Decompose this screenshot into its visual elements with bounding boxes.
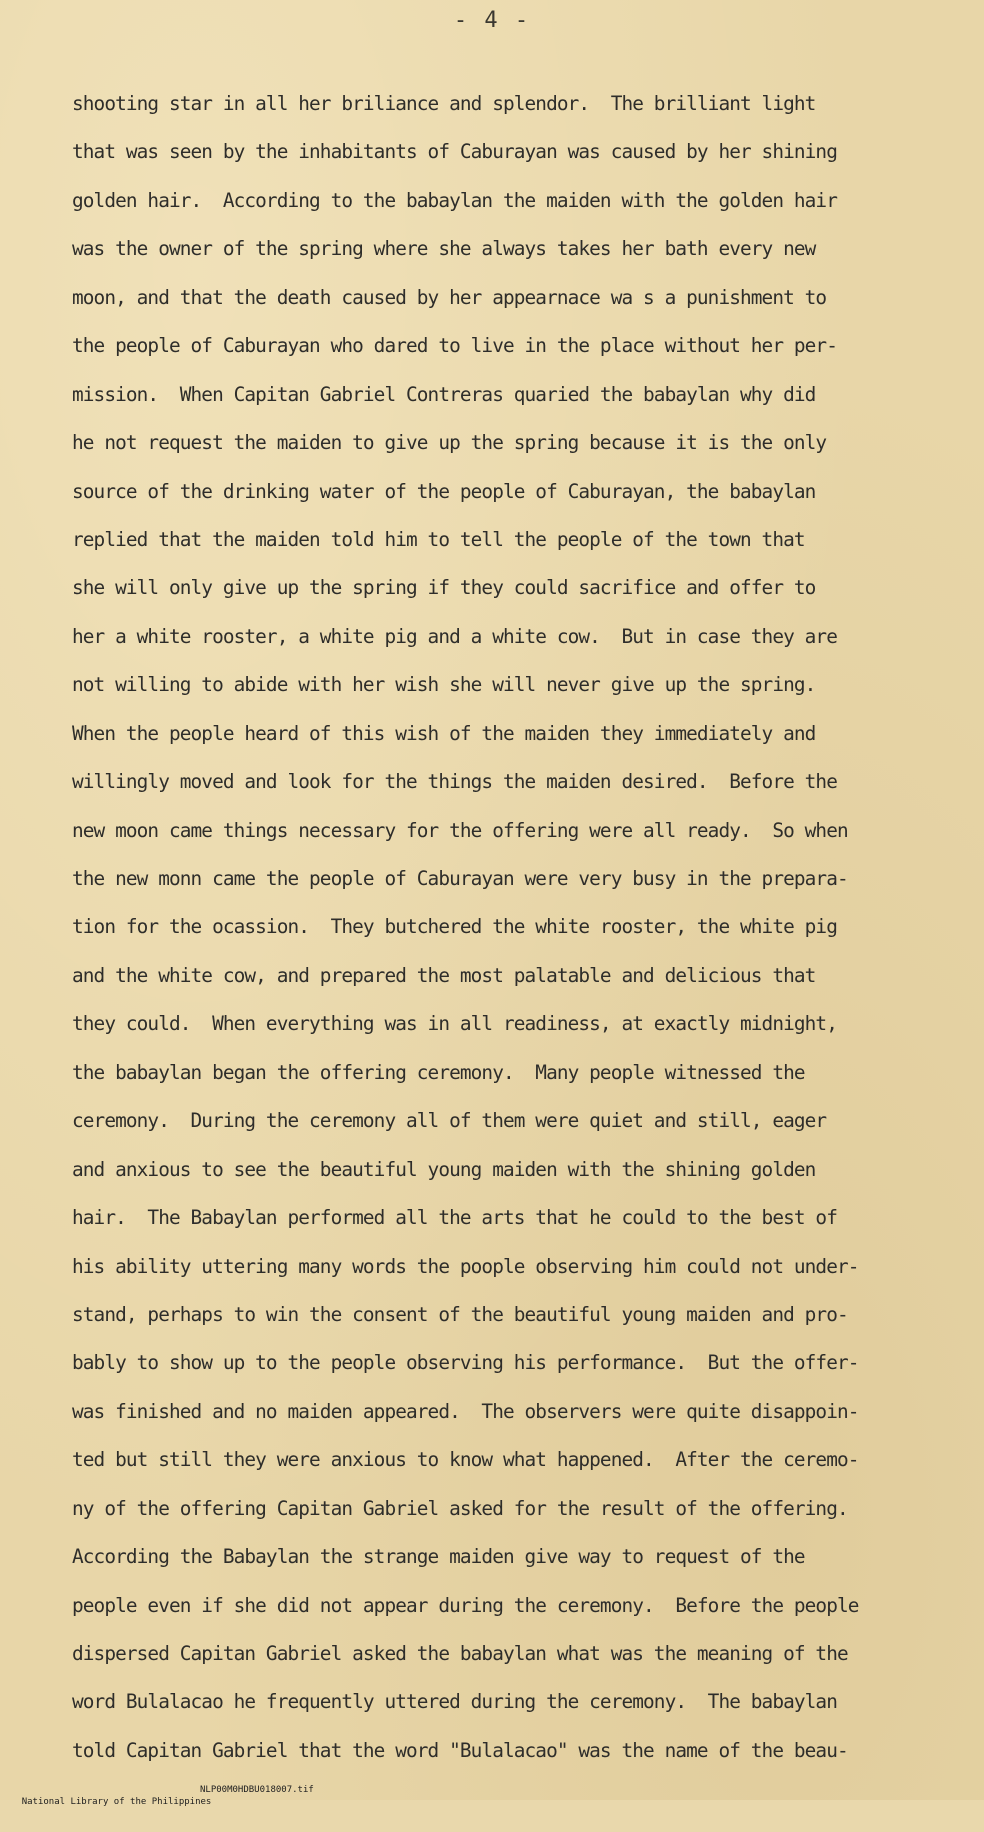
text-line: ny of the offering Capitan Gabriel asked for the result of the offering. [72,1496,848,1520]
text-line: stand, perhaps to win the consent of the beautiful young maiden and pro- [72,1302,848,1326]
body-text [72,80,972,1775]
text-line: was finished and no maiden appeared. The observers were quite disappoin- [72,1399,859,1423]
text-line: was the owner of the spring where she always takes her bath every new [72,237,816,261]
text-line: mission. When Capitan Gabriel Contreras quaried the babaylan why did [72,382,816,406]
page-number: - 4 - [453,8,531,33]
text-line: willingly moved and look for the things the maiden desired. Before the [72,770,837,794]
text-line: golden hair. According to the babaylan the maiden with the golden hair [72,188,837,212]
text-line: they could. When everything was in all readiness, at exactly midnight, [72,1012,837,1036]
text-line: tion for the ocassion. They butchered the white rooster, the white pig [72,915,837,939]
text-line: he not request the maiden to give up the spring because it is the only [72,431,827,455]
text-line: not willing to abide with her wish she will never give up the spring. [72,673,816,697]
text-line: word Bulalacao he frequently uttered during the ceremony. The babaylan [72,1690,837,1714]
text-line: new moon came things necessary for the offering were all ready. So when [72,818,848,842]
text-line: According the Babaylan the strange maiden give way to request of the [72,1545,805,1569]
text-line: bably to show up to the people observing his performance. But the offer- [72,1351,859,1375]
text-line: replied that the maiden told him to tell the people of the town that [72,527,805,551]
text-line: moon, and that the death caused by her appearnace wa s a punishment to [72,285,827,309]
text-line: the new monn came the people of Caburayan were very busy in the prepara- [72,867,848,890]
text-line: she will only give up the spring if they could sacrifice and offer to [72,576,816,600]
text-line: told Capitan Gabriel that the word "Bulalacao" was the name of the beau- [72,1738,848,1762]
text-line: people even if she did not appear during the ceremony. Before the people [72,1593,859,1617]
scan-footer [0,1784,314,1832]
text-line: that was seen by the inhabitants of Caburayan was caused by her shining [72,140,837,164]
text-line: When the people heard of this wish of the maiden they immediately and [72,721,816,745]
text-line: and the white cow, and prepared the most palatable and delicious that [72,963,816,987]
text-line: the people of Caburayan who dared to live in the place without her per- [72,334,837,358]
text-line: hair. The Babaylan performed all the arts that he could to the best of [72,1206,837,1230]
text-line: ceremony. During the ceremony all of them were quiet and still, eager [72,1109,827,1133]
text-line: shooting star in all her briliance and splendor. The brilliant light [72,92,816,115]
text-line: his ability uttering many words the poople observing him could not under- [72,1254,859,1278]
text-line: source of the drinking water of the people of Caburayan, the babaylan [72,479,816,503]
file-identifier: NLP00M0HDBU018007.tif [200,1785,314,1795]
text-line: ted but still they were anxious to know what happened. After the ceremo- [72,1448,859,1472]
text-line: the babaylan began the offering ceremony. Many people witnessed the [72,1060,805,1084]
text-line: and anxious to see the beautiful young maiden with the shining golden [72,1157,816,1181]
library-credit: National Library of the Philippines [21,1797,212,1807]
text-line: her a white rooster, a white pig and a white cow. But in case they are [72,624,837,648]
text-line: dispersed Capitan Gabriel asked the babaylan what was the meaning of the [72,1642,848,1665]
